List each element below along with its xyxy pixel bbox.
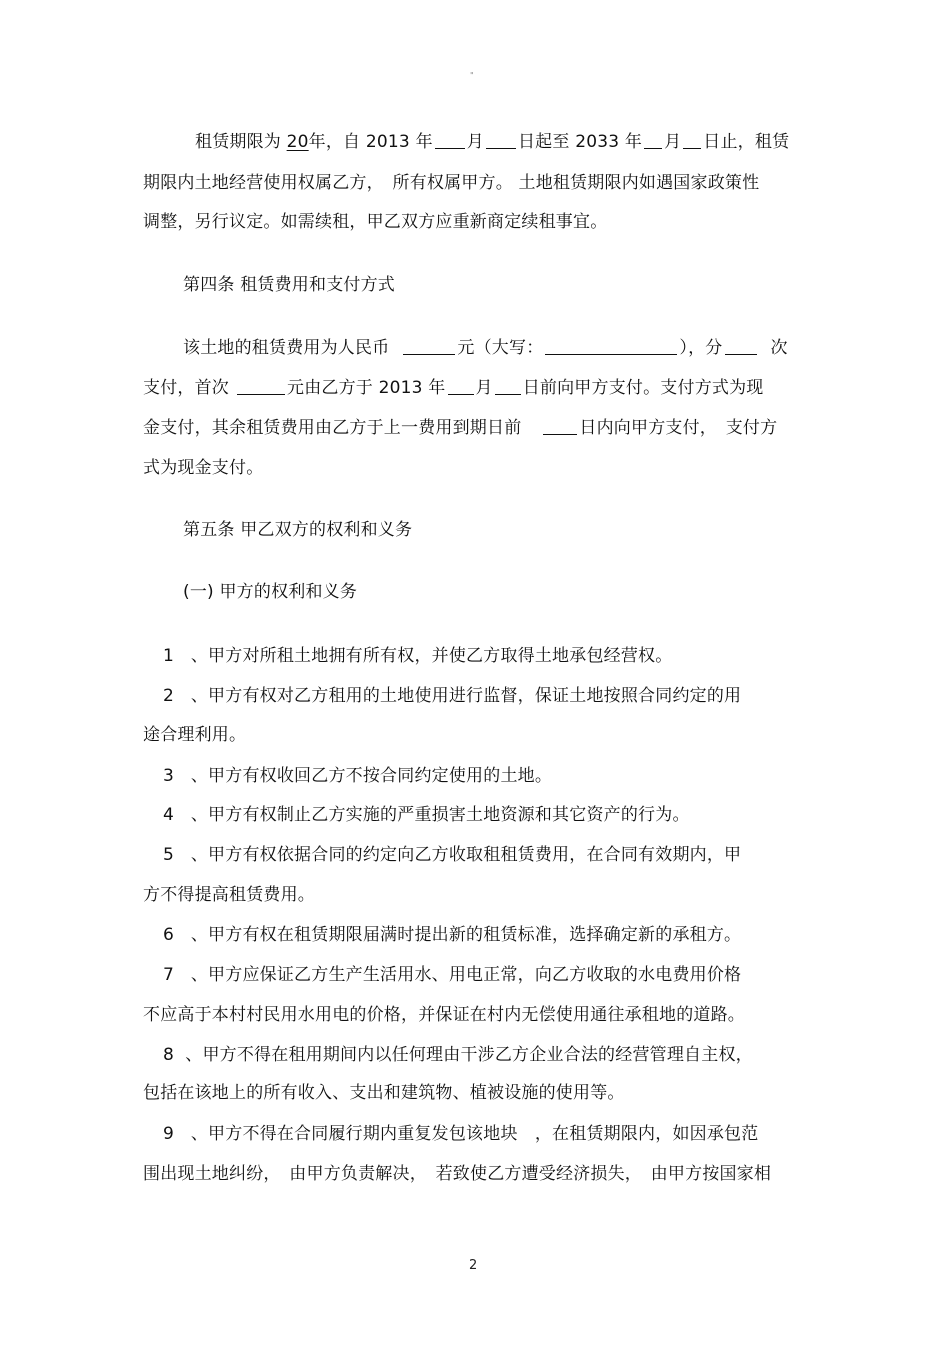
blank-line: [683, 131, 701, 149]
blank-line: [237, 377, 285, 395]
blank-line: [435, 131, 465, 149]
fee-line-2: 支付，首次 元由乙方于 2013 年 月 日前向甲方支付。支付方式为现: [143, 378, 764, 398]
blank-line: [403, 337, 455, 355]
article-4-heading: 第四条 租赁费用和支付方式: [183, 275, 396, 295]
fee-line-3: 金支付，其余租赁费用由乙方于上一费用到期日前 日内向甲方支付， 支付方: [143, 418, 778, 438]
article-5-heading: 第五条 甲乙双方的权利和义务: [183, 520, 413, 540]
item-8: 8 、甲方不得在租用期间内以任何理由干涉乙方企业合法的经营管理自主权，: [163, 1045, 753, 1065]
blank-line: [545, 337, 677, 355]
item-8-cont: 包括在该地上的所有收入、支出和建筑物、植被设施的使用等。: [143, 1083, 625, 1103]
lease-term-line-2: 期限内土地经营使用权属乙方， 所有权属甲方。 土地租赁期限内如遇国家政策性: [143, 173, 760, 193]
item-7: 7 、甲方应保证乙方生产生活用水、用电正常，向乙方收取的水电费用价格: [163, 965, 742, 985]
item-5: 5 、甲方有权依据合同的约定向乙方收取租租赁费用，在合同有效期内，甲: [163, 845, 742, 865]
item-7-cont: 不应高于本村村民用水用电的价格，并保证在村内无偿使用通往承租地的道路。: [143, 1005, 745, 1025]
item-6: 6 、甲方有权在租赁期限届满时提出新的租赁标准，选择确定新的承租方。: [163, 925, 742, 945]
blank-line: [448, 377, 474, 395]
start-year: 2013: [365, 132, 410, 152]
fee-line-1: 该土地的租赁费用为人民币 元（大写： ），分 次: [183, 338, 788, 358]
subsection-1-heading: (一) 甲方的权利和义务: [183, 582, 358, 602]
lease-term-line-3: 调整，另行议定。如需续租，甲乙双方应重新商定续租事宜。: [143, 212, 608, 232]
end-year: 2033: [575, 132, 620, 152]
item-2: 2 、甲方有权对乙方租用的土地使用进行监督，保证土地按照合同约定的用: [163, 686, 742, 706]
blank-line: [543, 417, 577, 435]
header-mark: ": [470, 71, 474, 80]
item-9: 9 、甲方不得在合同履行期内重复发包该地块 ，在租赁期限内，如因承包范: [163, 1124, 759, 1144]
item-5-cont: 方不得提高租赁费用。: [143, 885, 315, 905]
item-9-cont: 围出现土地纠纷， 由甲方负责解决， 若致使乙方遭受经济损失， 由甲方按国家相: [143, 1164, 772, 1184]
blank-line: [644, 131, 662, 149]
item-1: 1 、甲方对所租土地拥有所有权，并使乙方取得土地承包经营权。: [163, 646, 673, 666]
lease-term-line-1: 租赁期限为 20年，自 2013 年 月 日起至 2033 年 月 日止，租赁: [195, 132, 790, 152]
payment-year: 2013: [378, 378, 423, 398]
fee-line-4: 式为现金支付。: [143, 458, 264, 478]
item-2-cont: 途合理利用。: [143, 725, 247, 745]
blank-line: [725, 337, 757, 355]
page-number: 2: [469, 1258, 478, 1273]
item-4: 4 、甲方有权制止乙方实施的严重损害土地资源和其它资产的行为。: [163, 805, 690, 825]
item-3: 3 、甲方有权收回乙方不按合同约定使用的土地。: [163, 766, 553, 786]
blank-line: [495, 377, 521, 395]
blank-line: [486, 131, 516, 149]
lease-years: 20: [286, 132, 309, 152]
